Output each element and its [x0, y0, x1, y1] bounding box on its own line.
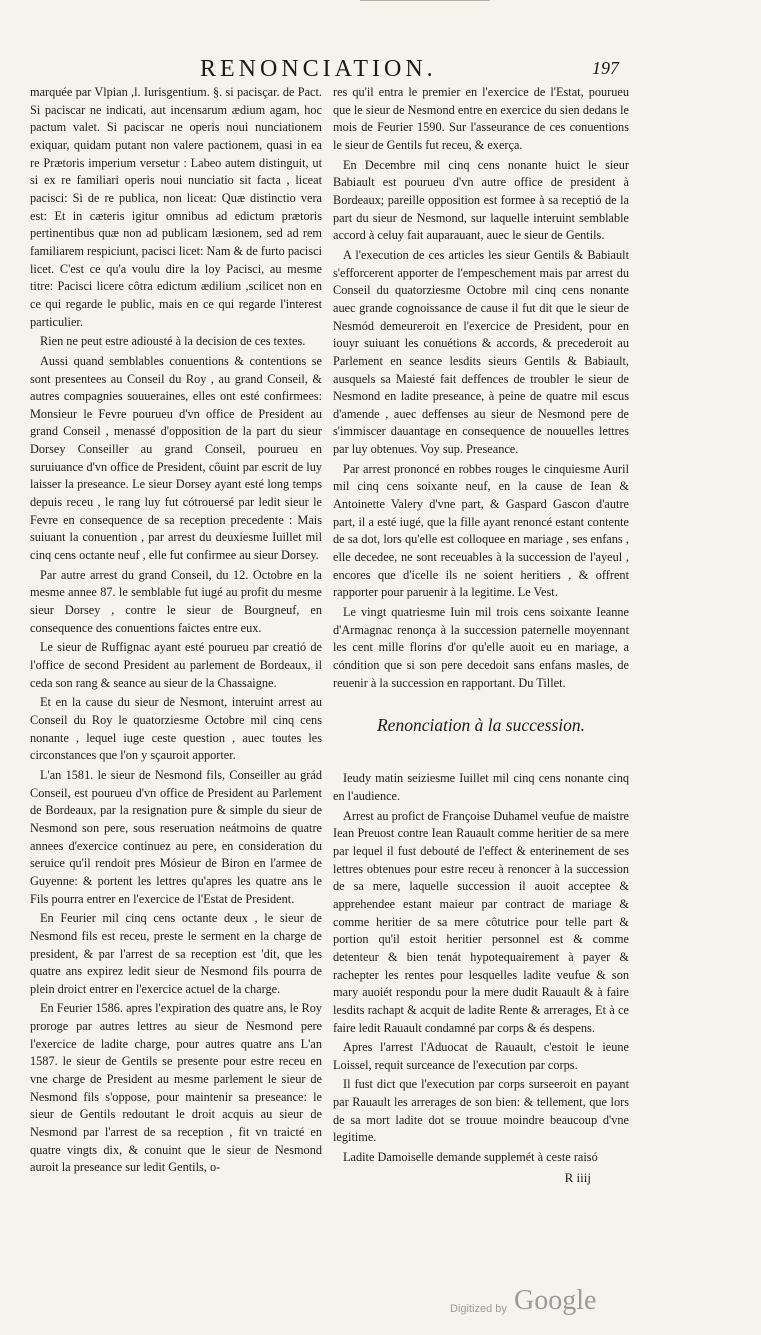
paragraph: Et en la cause du sieur de Nesmont, interuint arrest au Conseil du Roy le quatorziesme Octobre mil cinq cens nonante , lequel iuge ceste question , auec toutes les circonstances que l'on y sçauroit apporter.	[30, 695, 322, 763]
watermark-prefix: Digitized by	[450, 1303, 507, 1315]
page-number: 197	[592, 58, 619, 78]
paragraph: L'an 1581. le sieur de Nesmond fils, Conseiller au grád Conseil, est pourueu d'vn office de President au Parlement de Bordeaux, par la resignation pure & simple du sieur de Nesmond son pere, sous reseruation neátmoins de quatre annees d'exercice continuez au pere, en consideration du seruice qu'il rendoit pres Mósieur de Biron en l'armee de Guyenne: & portent les lettres qu'apres les quatre ans le Fils pourra entrer en l'exercice de l'Estat de President.	[30, 767, 322, 906]
page-header	[200, 56, 650, 86]
paragraph: A l'execution de ces articles les sieur Gentils & Babiault s'efforcerent apporter de l'empeschement mais par arrest du Conseil du quatorziesme Octobre mil cinq cens nonante auec grande cognoissance de cause il fut dit que le sieur de Nesmód demeureroit en l'exercice de President, pour en iouyr suiuant les conuétions & accords, & precederoit au Parlement en seance lesdits sieurs Gentils & Babiault, ausquels sa Maiesté fait deffences de troubler le sieur de Nesmond en ladite preseance, à peine de quatre mil escus d'amende , auec deffenses au sieur de Nesmond pere de s'immiscer dauantage en consequence de nouuelles lettres par luy obtenues. Voy sup. Preseance.	[333, 247, 629, 457]
paragraph: Rien ne peut estre adiousté à la decision de ces textes.	[40, 334, 306, 349]
top-rule	[360, 0, 490, 1]
paragraph: En Feurier 1586. apres l'expiration des quatre ans, le Roy proroge par autres lettres au sieur de Nesmond pere l'exercice de ladite charge, pour autres quatre ans L'an 1587. le sieur de Gentils se presente pour estre receu en vne charge de President au mesme parlement le sieur de Nesmond fils s'oppose, pour maintenir sa preseance: le sieur de Gentils redoutant le droit acquis au sieur de Nesmond par l'arrest de sa reception , fit vn traicté en quatre vingts dix, & conuint que le sieur de Nesmond auroit la preseance sur ledit Gentils, o-	[30, 1001, 322, 1175]
google-logo: Google	[514, 1285, 597, 1316]
paragraph: Par autre arrest du grand Conseil, du 12. Octobre en la mesme annee 87. le semblable fut iugé au profit du mesme sieur Dorsey , contre le sieur de Bourgneuf, en consequence des conuentions faictes entre eux.	[30, 567, 322, 635]
paragraph: Arrest au profict de Françoise Duhamel veufue de maistre Iean Preuost contre Iean Rauault comme heritier de sa mere par lequel il fust debouté de l'effect & enterinement de ses lettres obtenues pour estre receu à renoncer à la succession de sa mere, laquelle succession il auoit acceptee & apprehendee estant maieur par contract de mariage & comme heritier de sa mere côtutrice pour telle part & portion qu'il estoit heritier personnel est & comme detenteur & bien tenát hypotequairement à payer & rachepter les rentes pour lesquelles ladite veufue & son mary auoiét respondu pour la mere dudit Rauault & à faire lesdits rachapt & acquit de ladite Rente & arrerages, Et à ce faire ledit Rauault condamné par corps & és despens.	[333, 808, 629, 1035]
paragraph: marquée par Vlpian ,l. Iurisgentium. §. si pacisçar. de Pact. Si paciscar ne indicati, aut incensarum ædium agam, hoc pactum valet. Si paciscar ne operis noui nunciationem exiquar, quidam putant non valere pactionem, quasi in ea re Prætoris imperium versetur : Labeo autem distinguit, ut si ex re familiari operis noui nunciatio sit facta , liceat pacisci: Si de re publica, non liceat: Quæ distinctio vera est: Et in cæteris igitur omnibus ad edictum prætoris pertinentibus quæ non ad publicam læsionem, sed ad rem familiarem respiciunt, pacisci licet: Nam & de furto pacisci licet. C'est ce qu'a voulu dire la loy Pacisci, au mesme titre: Pacisci licere côtra edictum ædilium ,scilicet non en ce qui regarde le public, mais en ce qui regarde l'interest particulier.	[30, 85, 322, 329]
right-column	[333, 84, 629, 1187]
paragraph: res qu'il entra le premier en l'exercice de l'Estat, pourueu que le sieur de Nesmond entre en exercice du sien dedans le mois de Feurier 1590. Sur l'asseurance de ces conuentions le sieur de Gentils fut receu, & exerça.	[333, 85, 629, 152]
digitization-watermark	[450, 1285, 620, 1325]
paragraph: Ladite Damoiselle demande supplemét à ceste raisó	[343, 1150, 598, 1165]
section-heading: Renonciation à la succession.	[376, 715, 586, 736]
paragraph: Le sieur de Ruffignac ayant esté pourueu par creatió de l'office de second President au parlement de Bordeaux, il ceda son rang & seance au sieur de la Chassaigne.	[30, 640, 322, 690]
paragraph: Par arrest prononcé en robbes rouges le cinquiesme Auril mil cinq cens soixante neuf, en la cause de Iean & Antoinette Valery d'vne part, & Gaspard Gascon d'autre part, il a esté iugé, que la fille ayant renoncé estant contente de sa dot, lors qu'elle est colloquee en mariage , ses enfans , elle decedee, ne sont receuables à la succession de l'ayeul , encores que d'icelle ils ne soient heritiers , & offrent rapporter pour paruenir à la legitime. Le Vest.	[333, 461, 629, 600]
paragraph: En Feurier mil cinq cens octante deux , le sieur de Nesmond fils est receu, preste le serment en la charge de president, & par l'arrest de sa reception est 'dit, que les quatre ans expirez ledit sieur de Nesmond fils pourra de plein droict entrer en l'exercice actuel de la charge.	[30, 911, 322, 996]
paragraph: Ieudy matin seiziesme Iuillet mil cinq cens nonante cinq en l'audience.	[333, 771, 629, 803]
paragraph: Il fust dict que l'execution par corps surseeroit en payant par Rauault les arrerages de son bien: & tellement, que lors de sa mort ladite dot se trouue moindre beaucoup d'vne legitime.	[333, 1077, 629, 1145]
paragraph: Aussi quand semblables conuentions & contentions se sont presentees au Conseil du Roy , au grand Conseil, & autres compagnies souueraines, elles ont esté confirmees: Monsieur le Fevre pourueu d'vn office de President au grand Conseil , menassé d'opposition de la part du sieur Dorsey Conseiller au grand Conseil, pourueu en suruiuance d'vn office de President, côuint par escrit de luy laisser la preseance. Le sieur Dorsey ayant esté long temps depuis receu , le rang luy fut cótrouersé par ledit sieur le Fevre en consequence de sa reception precedente : Mais suiuant la conuention , par arrest du deuxiesme Iuillet mil cinq cens octante neuf , elle fut confirmee au sieur Dorsey.	[30, 353, 322, 563]
paragraph: Le vingt quatriesme Iuin mil trois cens soixante Ieanne d'Armagnac renonça à la succession paternelle moyennant les cent mille florins d'or qu'elle auoit eu en mariage, a cóndition que si son pere decedoit sans enfans masles, de reuenir à la succession en rapportant. Du Tillet.	[333, 605, 629, 690]
left-column	[30, 84, 322, 1179]
signature-mark: R iiij	[564, 1169, 591, 1185]
paragraph: Apres l'arrest l'Aduocat de Rauault, c'estoit le ieune Loissel, requit surceance de l'execution par corps.	[333, 1040, 629, 1072]
running-head: RENONCIATION.	[200, 56, 437, 82]
paragraph: En Decembre mil cinq cens nonante huict le sieur Babiault est pourueu d'vn autre office de president à Bordeaux; pareille opposition est formee à sa receptió de la part du sieur de Nesmond, sur laquelle interuint semblable accord à celuy fait auparauant, auec le sieur de Gentils.	[333, 157, 629, 243]
